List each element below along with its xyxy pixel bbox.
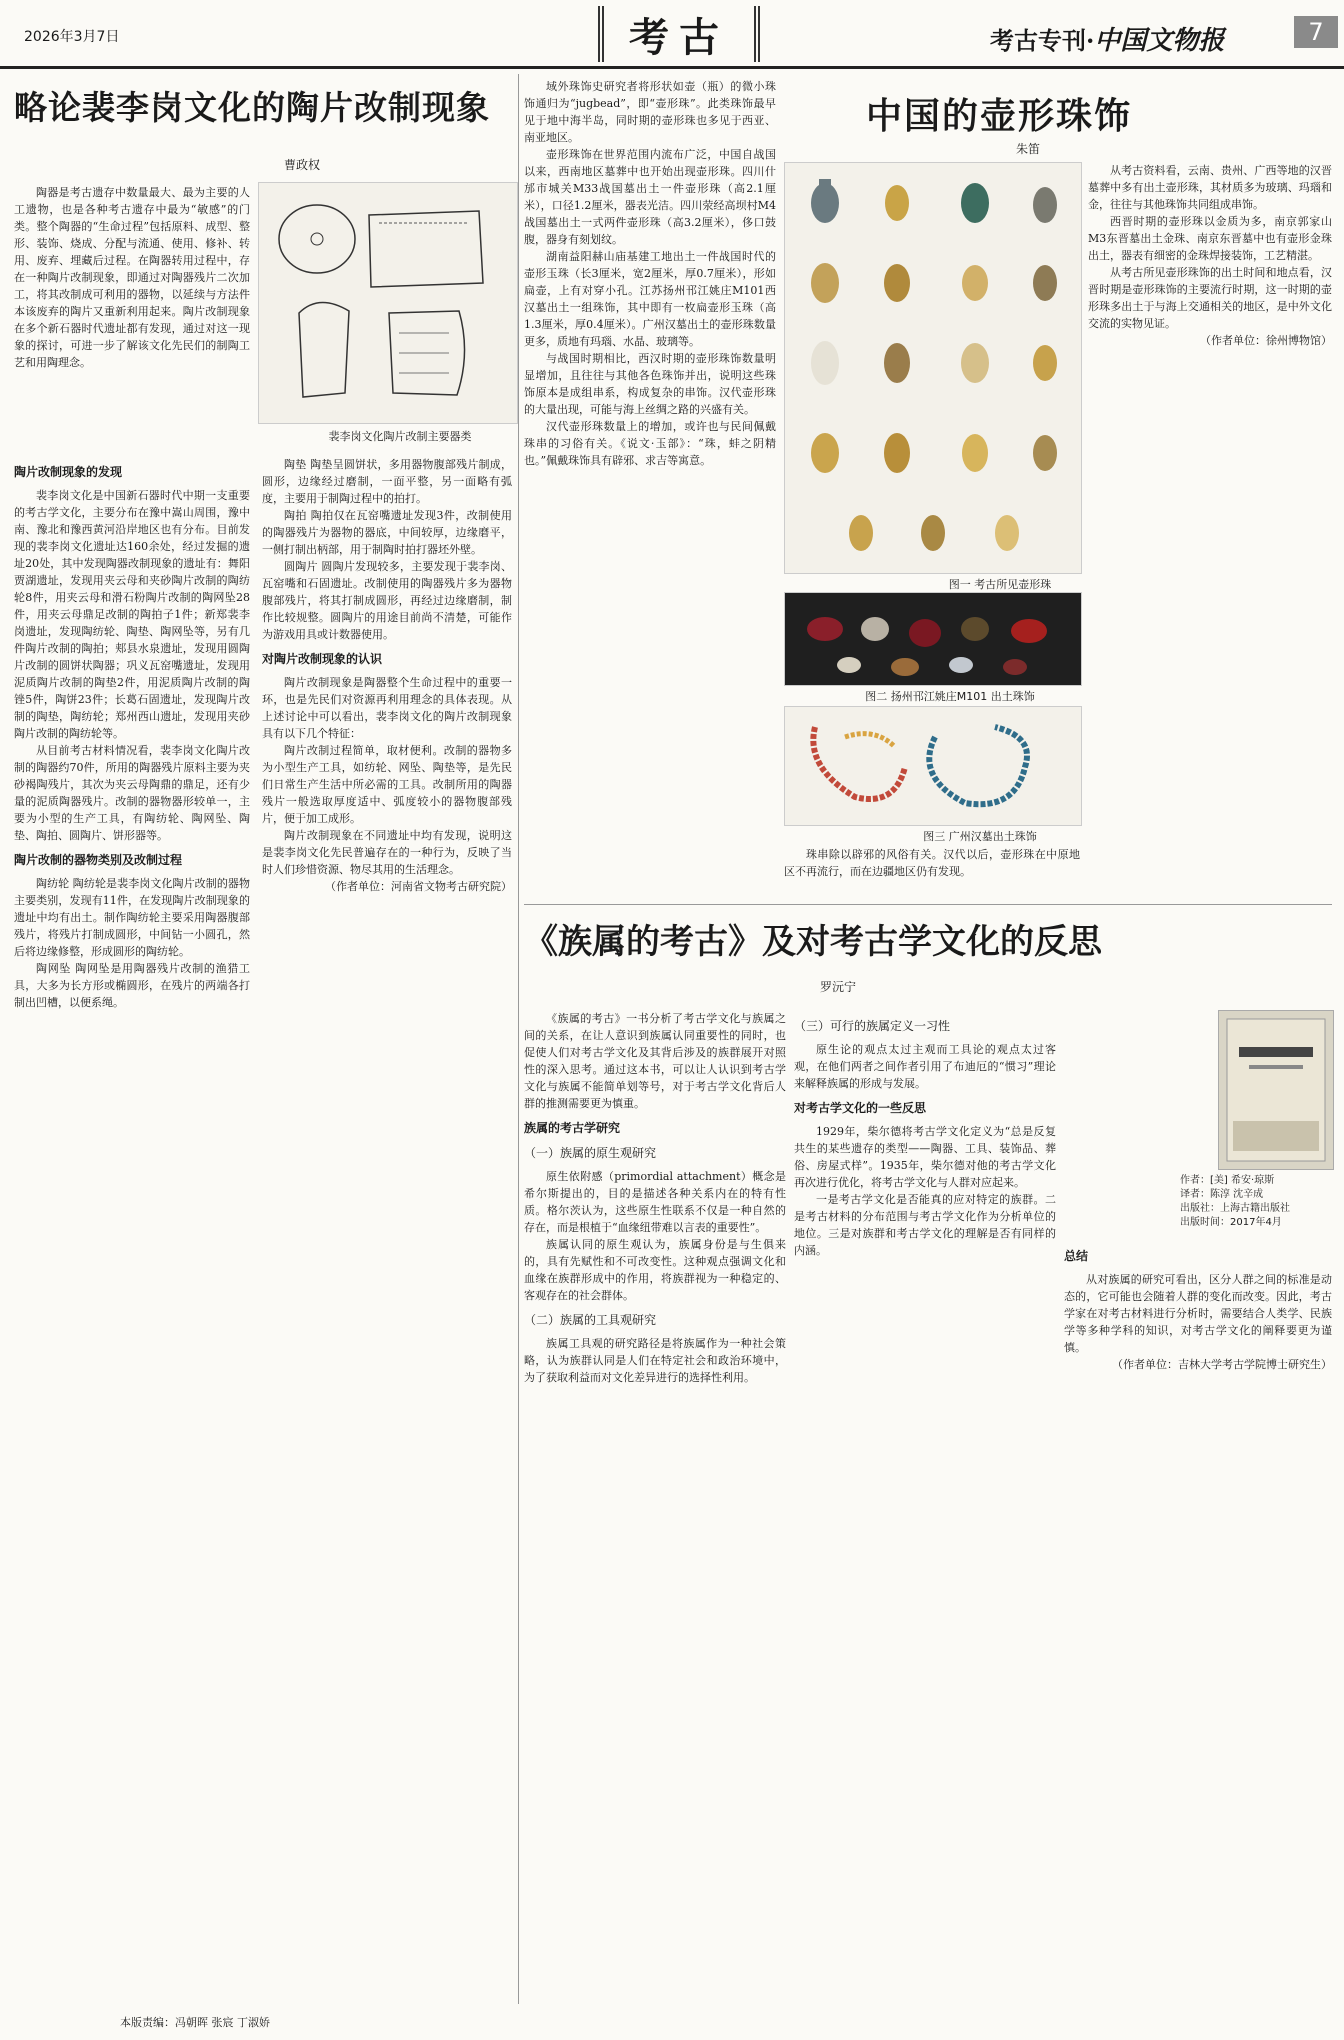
paragraph: 汉代壶形珠数量上的增加，或许也与民间佩戴珠串的习俗有关。《说文·玉部》：“珠，蚌之阴精也。”佩戴珠饰具有辟邪、求吉等寓意。 (524, 420, 776, 467)
book-author: 作者：[美] 希安·琼斯 (1180, 1175, 1275, 1186)
article2-figure-2 (784, 592, 1082, 686)
article3-author-note: （作者单位：吉林大学考古学院博士研究生） (1112, 1358, 1332, 1371)
paragraph: 族属工具观的研究路径是将族属作为一种社会策略，认为族群认同是人们在特定社会和政治环境中，为了获取利益而对文化差异进行的选择性利用。 (524, 1337, 786, 1384)
paragraph: 陶纺轮 陶纺轮是裴李岗文化陶片改制的器物主要类别，发现有11件，在发现陶片改制现象的遗址中均有出土。制作陶纺轮主要采用陶器腹部残片，将残片打制成圆形，中间钻一小圆孔，然后将边缘修整，形成圆形的陶纺轮。 (14, 877, 250, 958)
paragraph: 珠串除以辟邪的风俗有关。汉代以后，壶形珠在中原地区不再流行，而在边疆地区仍有发现。 (784, 848, 1080, 878)
paragraph: 湖南益阳赫山庙基建工地出土一件战国时代的壶形玉珠（长3厘米，宽2厘米，厚0.7厘米），形如扁壶，上有对穿小孔。江苏扬州邗江姚庄M101西汉墓出土一组珠饰，其中即有一枚扁壶形玉珠（高1.3厘米，厚0.4厘米）。广州汉墓出土的壶形珠数量更多，质地有玛瑙、水晶、玻璃等。 (524, 250, 776, 348)
page-footer-editors: 本版责编：冯朝晖 张宸 丁淑娇 (120, 2016, 270, 2029)
article3-col-b (794, 1010, 1056, 2000)
article3-col-c (1064, 1240, 1332, 2000)
article1-col-b (262, 456, 512, 1996)
page-number: 7 (1294, 16, 1338, 48)
masthead-rule (0, 66, 1344, 69)
paragraph: 原生论的观点太过主观而工具论的观点太过客观，在他们两者之间作者引用了布迪厄的“惯习”理论来解释族属的形成与发展。 (794, 1043, 1056, 1090)
paragraph: 一是考古学文化是否能真的应对特定的族群。二是考古材料的分布范围与考古学文化作为分析单位的地位。三是对族群和考古学文化的理解是否有同样的内涵。 (794, 1193, 1056, 1257)
book-cover-image (1218, 1010, 1334, 1170)
book-info (1180, 1174, 1332, 1230)
paragraph: 族属认同的原生观认为，族属身份是与生俱来的，具有先赋性和不可改变性。这种观点强调文化和血缘在族群形成中的作用，将族群视为一种稳定的、客观存在的社会群体。 (524, 1238, 786, 1302)
paragraph: 从考古资料看，云南、贵州、广西等地的汉晋墓葬中多有出土壶形珠，其材质多为玻璃、玛瑙和金，往往与其他珠饰共同组成串饰。 (1088, 164, 1332, 211)
subheading: 对考古学文化的一些反思 (794, 1101, 927, 1115)
paragraph: 1929年，柴尔德将考古学文化定义为“总是反复共生的某些遗存的类型——陶器、工具、装饰品、葬俗、房屋式样”。1935年，柴尔德对他的考古学文化再次进行优化，将考古学文化与人群对应起来。 (794, 1125, 1056, 1189)
article2-figure-3 (784, 706, 1082, 826)
article2-figure-1-caption: 图一 考古所见壶形珠 (948, 578, 1052, 591)
publication-name (990, 20, 1224, 57)
article3-author: 罗沅宁 (820, 980, 857, 994)
paragraph: 原生依附感（primordial attachment）概念是希尔斯提出的，目的是描述各种关系内在的特有性质。格尔茨认为，这些原生性联系不仅是一种自然的存在，而是根植于“血缘纽带难以言表的重要性”。 (524, 1170, 786, 1234)
paragraph: 从对族属的研究可看出，区分人群之间的标准是动态的，它可能也会随着人群的变化而改变。因此，考古学家在对考古材料进行分析时，需要结合人类学、民族学等多种学科的知识，对考古学文化的阐释要更为谨慎。 (1064, 1273, 1332, 1354)
paragraph: 陶片改制现象是陶器整个生命过程中的重要一环，也是先民们对资源再利用理念的具体表现。从上述讨论中可以看出，裴李岗文化的陶片改制现象具有以下几个特征： (262, 676, 512, 740)
article1-title: 略论裴李岗文化的陶片改制现象 (14, 88, 490, 127)
section-divider (524, 904, 1332, 905)
section-title: 考古 (598, 6, 760, 62)
article1-figure (258, 182, 518, 424)
paragraph: 域外珠饰史研究者将形状如壶（瓶）的微小珠饰通归为“jugbead”，即“壶形珠”。此类珠饰最早见于地中海半岛，同时期的壶形珠也多见于西亚、南亚地区。 (524, 80, 776, 144)
subheading-minor: （二）族属的工具观研究 (524, 1313, 657, 1327)
book-publisher: 出版社：上海古籍出版社 (1180, 1203, 1290, 1214)
article2-figure-2-caption: 图二 扬州邗江姚庄M101 出土珠饰 (865, 690, 1035, 703)
article2-col-c (1088, 162, 1332, 898)
subheading-minor: （一）族属的原生观研究 (524, 1146, 657, 1160)
column-divider (518, 74, 519, 2004)
subheading-minor: （三）可行的族属定义一习性 (794, 1019, 951, 1033)
article2-author-note: （作者单位：徐州博物馆） (1200, 334, 1332, 347)
paragraph: 陶网坠 陶网坠是用陶器残片改制的渔猎工具，大多为长方形或椭圆形，在残片的两端各打制出凹槽，以便系绳。 (14, 962, 250, 1009)
masthead (0, 0, 1344, 66)
article1-author-note: （作者单位：河南省文物考古研究院） (325, 880, 512, 893)
pub-brand: 中国文物报 (1094, 26, 1225, 56)
subheading: 对陶片改制现象的认识 (262, 652, 383, 666)
article3-col-a (524, 1010, 786, 2000)
paragraph: 壶形珠饰在世界范围内流布广泛，中国自战国以来，西南地区墓葬中也开始出现壶形珠。四川什邡市城关M33战国墓出土一件壶形珠（高2.1厘米），口径1.2厘米，器表光洁。四川荥经高坝村M4战国墓出土一式两件壶形珠（高3.2厘米），侈口鼓腹，器身有刻划纹。 (524, 148, 776, 246)
article2-author: 朱笛 (1016, 142, 1041, 156)
article2-figure-1 (784, 162, 1082, 574)
article2-figure-3-caption: 图三 广州汉墓出土珠饰 (923, 830, 1037, 843)
paragraph: 从考古所见壶形珠饰的出土时间和地点看，汉晋时期是壶形珠饰的主要流行时期，这一时期的壶形珠多出土于与海上交通相关的地区，是中外文化交流的实物见证。 (1088, 266, 1332, 330)
subheading: 总结 (1064, 1249, 1089, 1263)
article1-figure-caption: 裴李岗文化陶片改制主要器类 (328, 430, 472, 443)
book-cover-art (1219, 1011, 1333, 1169)
paragraph: 与战国时期相比，西汉时期的壶形珠饰数量明显增加，且往往与其他各色珠饰并出，说明这些珠饰原本是成组串系，构成复杂的串饰。汉代壶形珠的大量出现，可能与海上丝绸之路的兴盛有关。 (524, 352, 776, 416)
subheading: 族属的考古学研究 (524, 1121, 621, 1135)
paragraph: 陶片改制过程简单，取材便利。改制的器物多为小型生产工具，如纺轮、网坠、陶垫等，是先民们日常生产生活中所必需的工具。改制所用的陶器残片一般选取厚度适中、弧度较小的器物腹部残片，便于加工成形。 (262, 744, 512, 825)
pottery-sherds-drawing (259, 183, 517, 423)
book-date: 出版时间：2017年4月 (1180, 1217, 1282, 1228)
article2-col-b (784, 846, 1080, 898)
paragraph: 陶片改制现象在不同遗址中均有发现，说明这是裴李岗文化先民普遍存在的一种行为，反映了当时人们珍惜资源、物尽其用的生活理念。 (262, 829, 512, 876)
paragraph: 陶器是考古遗存中数量最大、最为主要的人工遗物，也是各种考古遗存中最为“敏感”的门类。整个陶器的“生命过程”包括原料、成型、整形、装饰、烧成、分配与流通、使用、修补、转用、废弃、埋藏后过程。在陶器转用过程中，存在一种陶片改制现象，即通过对陶器残片二次加工，将其改制成可利用的器物，以延续与方法件本该废弃的陶片又重新利用起来。陶片改制现象在多个新石器时代遗址都有发现，通过对这一现象的探讨，可进一步了解该文化先民们的制陶工艺和用陶理念。 (14, 186, 250, 369)
article1-author: 曹政权 (284, 158, 321, 172)
article1-intro (14, 184, 250, 454)
paragraph: 裴李岗文化是中国新石器时代中期一支重要的考古学文化，主要分布在豫中嵩山周围，豫中南、豫北和豫西黄河沿岸地区也有分布。目前发现的裴李岗文化遗址达160余处，经过发掘的遗址20处，其中发现陶器改制现象的遗址有：舞阳贾湖遗址，发现用夹云母和夹砂陶片改制的陶纺轮8件，用夹云母和滑石粉陶片改制的陶网坠28件，用夹云母鼎足改制的陶拍子1件；新郑裴李岗遗址，发现陶纺轮、陶垫、陶网坠等，另有几件陶片改制的陶拍；郏县水泉遗址，发现用圆陶片改制的圆饼状陶器；巩义瓦窑嘴遗址，发现用泥质陶片改制的陶垫2件，用泥质陶片改制的陶锉5件，陶饼23件；长葛石固遗址，发现陶片改制的陶垫，陶纺轮；郑州西山遗址，发现用夹砂陶片改制的陶纺轮等。 (14, 489, 250, 740)
issue-date: 2026年3月7日 (24, 29, 120, 45)
paragraph: 《族属的考古》一书分析了考古学文化与族属之间的关系，在让人意识到族属认同重要性的同时，也促使人们对考古学文化及其背后涉及的族群展开对照性的深入思考。通过这本书，可以让人认识到考古学文化与族属不能简单划等号，对于考古学文化背后人群的推测需要更为慎重。 (524, 1012, 786, 1110)
guangzhou-bead-strings-photo (785, 707, 1081, 825)
article3-title: 《族属的考古》及对考古学文化的反思 (524, 922, 1102, 962)
article2-title: 中国的壶形珠饰 (866, 95, 1133, 137)
article1-col-a (14, 456, 250, 1996)
article2-col-a (524, 78, 776, 898)
subheading: 陶片改制的器物类别及改制过程 (14, 853, 183, 867)
subheading: 陶片改制现象的发现 (14, 465, 123, 479)
paragraph: 从目前考古材料情况看，裴李岗文化陶片改制的陶器约70件，所用的陶器残片原料主要为夹砂褐陶残片，其次为夹云母陶鼎的鼎足，还有少量的泥质陶器残片。改制的器物器形较单一，主要为小型的生产工具，有陶纺轮、陶网坠、陶垫、陶拍、圆陶片、饼形器等。 (14, 744, 250, 842)
jug-beads-photo (785, 163, 1081, 573)
yangzhou-beads-photo (785, 593, 1081, 685)
book-translator: 译者：陈淳 沈辛成 (1180, 1189, 1264, 1200)
pub-prefix: 考古专刊· (990, 26, 1095, 55)
paragraph: 圆陶片 圆陶片发现较多，主要发现于裴李岗、瓦窑嘴和石固遗址。改制使用的陶器残片多为器物腹部残片，将其打制成圆形，再经过边缘磨制，制作比较规整。圆陶片的用途目前尚不清楚，可能作为游戏用具或计数器使用。 (262, 560, 512, 641)
paragraph: 西晋时期的壶形珠以金质为多，南京郭家山M3东晋墓出土金珠、南京东晋墓中也有壶形金珠出土，器表有细密的金珠焊接装饰，工艺精湛。 (1088, 215, 1332, 262)
paragraph: 陶拍 陶拍仅在瓦窑嘴遗址发现3件，改制使用的陶器残片为器物的器底，中间较厚，边缘磨平，一侧打制出柄部，用于制陶时拍打器坯外壁。 (262, 509, 512, 556)
paragraph: 陶垫 陶垫呈圆饼状，多用器物腹部残片制成，圆形，边缘经过磨制，一面平整，另一面略有弧度，主要用于制陶过程中的拍打。 (262, 458, 512, 505)
